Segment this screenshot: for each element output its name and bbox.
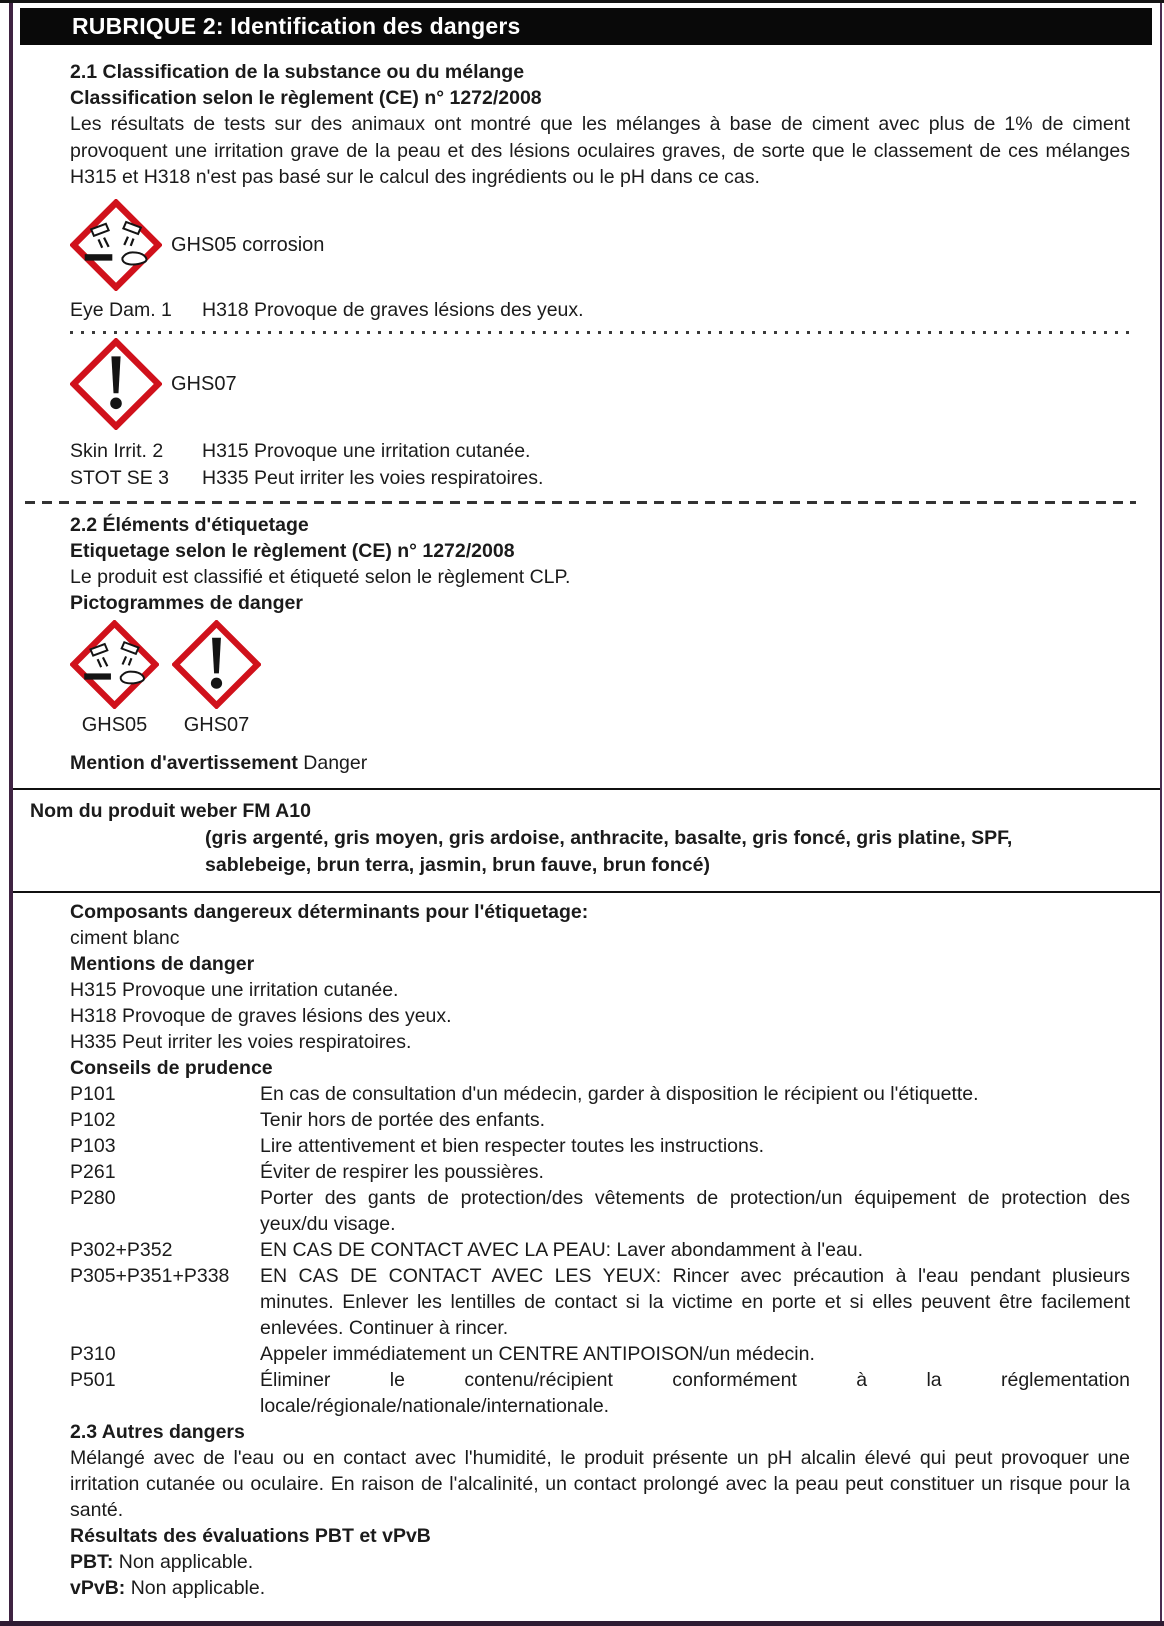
labelling-title: 2.2 Éléments d'étiquetage [70, 513, 309, 536]
hazard-phrase: H318 Provoque de graves lésions des yeux. [202, 298, 584, 321]
pbt-value: Non applicable. [118, 1550, 254, 1573]
p-code: P305+P351+P338 [70, 1264, 230, 1287]
ghs07-exclamation-icon [70, 338, 162, 430]
signal-word-label: Mention d'avertissement [70, 751, 304, 774]
p-text: Éviter de respirer les poussières. [260, 1160, 544, 1183]
ghs05-label: GHS05 corrosion [171, 233, 325, 256]
hazard-class: STOT SE 3 [70, 466, 169, 489]
component-name: ciment blanc [70, 926, 180, 949]
vpvb-line [70, 1575, 1130, 1601]
classification-section [70, 59, 1130, 492]
ghs05-row [70, 199, 1130, 291]
page-border-bottom [0, 1621, 1164, 1626]
product-name: Nom du produit weber FM A10 [30, 799, 311, 822]
hazard-statement: H318 Provoque de graves lésions des yeux. [70, 1004, 452, 1027]
hazard-row [70, 297, 1130, 324]
hazard-statement: H335 Peut irriter les voies respiratoires. [70, 1030, 412, 1053]
hazard-row [70, 465, 1130, 492]
product-color-variants: (gris argenté, gris moyen, gris ardoise, anthracite, basalte, gris foncé, gris platine, SPF, sablebeige, brun terra, jasmin, brun fauve, brun foncé) [205, 826, 1013, 876]
precautions-title: Conseils de prudence [70, 1056, 273, 1079]
ghs05-corrosion-icon [70, 199, 162, 291]
p-text: Porter des gants de protection/des vêtements de protection/un équipement de protection des yeux/du visage. [260, 1186, 1130, 1235]
p-code: P310 [70, 1342, 116, 1365]
p-code: P102 [70, 1108, 116, 1131]
vpvb-value: Non applicable. [130, 1576, 266, 1599]
hazard-details-section [70, 899, 1130, 1601]
ghs07-exclamation-icon [172, 620, 261, 709]
page-border-right [1160, 3, 1162, 1626]
hazard-phrase: H335 Peut irriter les voies respiratoires. [202, 466, 544, 489]
dotted-divider [70, 331, 1130, 334]
p-text: En cas de consultation d'un médecin, garder à disposition le récipient ou l'étiquette. [260, 1082, 979, 1105]
p-text: EN CAS DE CONTACT AVEC LA PEAU: Laver abondamment à l'eau. [260, 1238, 864, 1261]
p-code: P302+P352 [70, 1238, 173, 1261]
ghs07-row [70, 338, 1130, 430]
signal-word-value: Danger [303, 751, 368, 774]
labelling-regulation-title: Etiquetage selon le règlement (CE) n° 1272/2008 [70, 539, 515, 562]
page-border-left [9, 3, 13, 1626]
ghs07-label: GHS07 [171, 372, 237, 395]
classification-title: 2.1 Classification de la substance ou du mélange [70, 61, 525, 83]
classification-regulation-title: Classification selon le règlement (CE) n° 1272/2008 [70, 87, 542, 109]
clp-note: Le produit est classifié et étiqueté selon le règlement CLP. [70, 565, 571, 588]
other-hazards-paragraph: Mélangé avec de l'eau ou en contact avec l'humidité, le produit présente un pH alcalin élevé qui peut provoquer une irritation cutanée ou oculaire. En raison de l'alcalinité, un contact prolongé avec la peau peut constituer un risque pour la santé. [70, 1446, 1130, 1521]
p-code: P101 [70, 1082, 116, 1105]
section-header [20, 8, 1152, 45]
signal-word-line [70, 750, 1130, 776]
p-text: EN CAS DE CONTACT AVEC LES YEUX: Rincer avec précaution à l'eau pendant plusieurs minutes. Enlever les lentilles de contact si la victime en porte et si elles peuvent être facilement enlevées. Continuer à rincer. [260, 1264, 1130, 1339]
labelling-section [70, 512, 1130, 776]
product-name-box [13, 788, 1162, 893]
vpvb-label: vPvB: [70, 1576, 131, 1599]
precautions-table [70, 1081, 1130, 1419]
hazard-class: Eye Dam. 1 [70, 298, 172, 321]
pictogram-figure [172, 620, 261, 738]
p-code: P261 [70, 1160, 116, 1183]
pbt-line [70, 1549, 1130, 1575]
hazard-row [70, 438, 1130, 465]
p-text: Éliminer le contenu/récipient conformément à la réglementation locale/régionale/nationale/internationale. [260, 1368, 1130, 1417]
p-code: P501 [70, 1368, 116, 1391]
pbt-label: PBT: [70, 1550, 119, 1573]
hazard-statements-title: Mentions de danger [70, 952, 255, 975]
danger-pictograms [70, 620, 1130, 738]
pictogram-code: GHS05 [81, 713, 148, 736]
pictograms-title: Pictogrammes de danger [70, 591, 303, 614]
components-title: Composants dangereux déterminants pour l'étiquetage: [70, 900, 589, 923]
p-code: P103 [70, 1134, 116, 1157]
hazard-statement: H315 Provoque une irritation cutanée. [70, 978, 399, 1001]
p-text: Tenir hors de portée des enfants. [260, 1108, 546, 1131]
ghs05-corrosion-icon [70, 620, 159, 709]
p-text: Appeler immédiatement un CENTRE ANTIPOISON/un médecin. [260, 1342, 815, 1365]
other-hazards-title: 2.3 Autres dangers [70, 1420, 245, 1443]
dashed-divider [25, 501, 1136, 504]
section-header-title: RUBRIQUE 2: Identification des dangers [72, 13, 521, 39]
hazard-class: Skin Irrit. 2 [70, 439, 164, 462]
pictogram-figure [70, 620, 159, 738]
pictogram-code: GHS07 [183, 713, 250, 736]
hazard-phrase: H315 Provoque une irritation cutanée. [202, 439, 531, 462]
pbt-results-title: Résultats des évaluations PBT et vPvB [70, 1524, 431, 1547]
p-text: Lire attentivement et bien respecter toutes les instructions. [260, 1134, 765, 1157]
classification-paragraph: Les résultats de tests sur des animaux ont montré que les mélanges à base de ciment avec plus de 1% de ciment provoquent une irritation grave de la peau et des lésions oculaires graves, de sorte que le classement de ces mélanges H315 et H318 n'est pas basé sur le calcul des ingrédients ou le pH dans ce cas. [70, 113, 1130, 188]
p-code: P280 [70, 1186, 116, 1209]
